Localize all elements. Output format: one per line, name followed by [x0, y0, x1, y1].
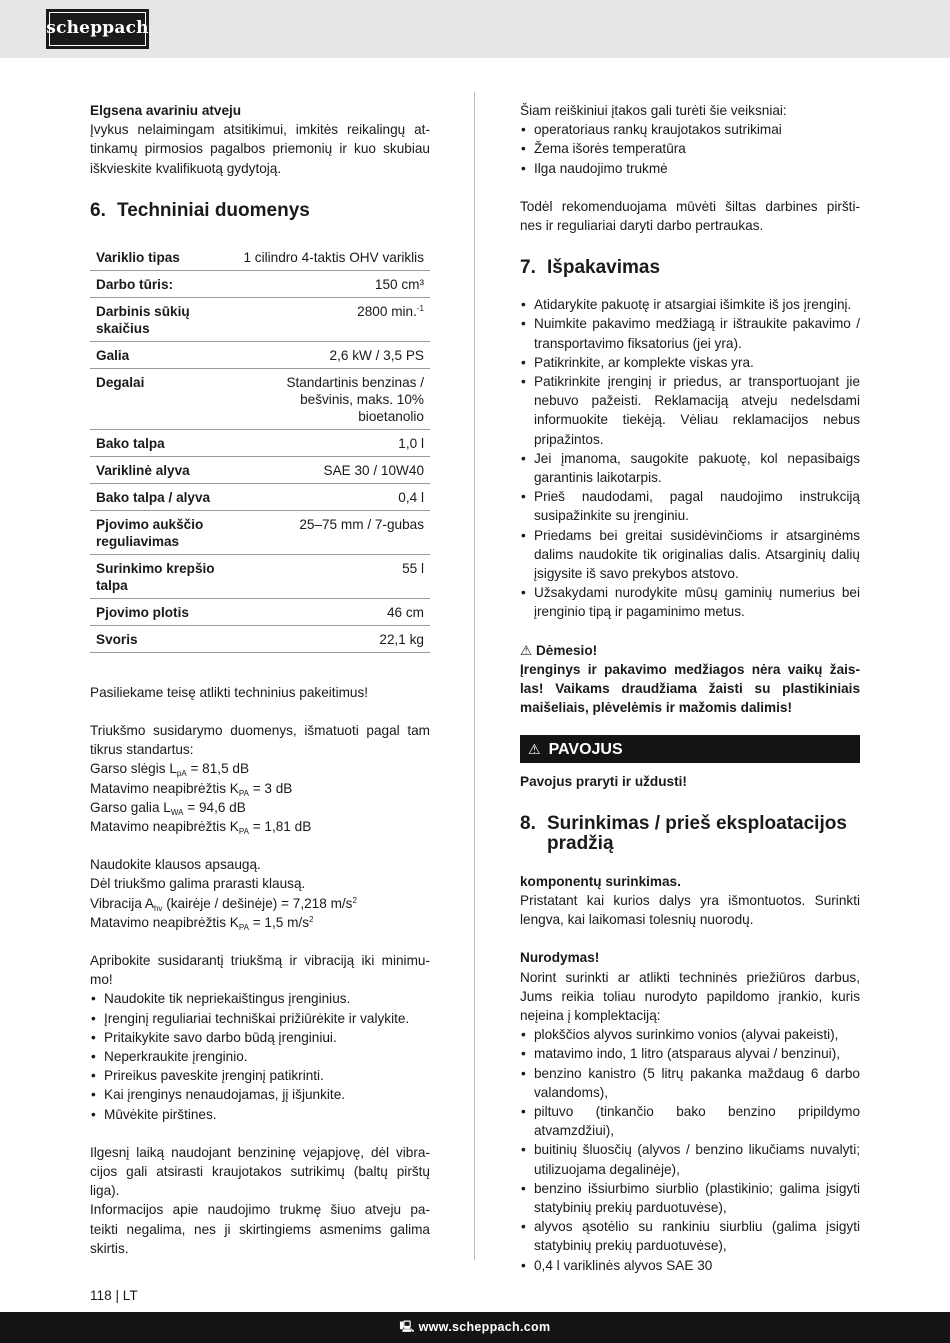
- section-6-number: 6.: [90, 199, 106, 221]
- spec-label: Darbo tūris:: [90, 270, 232, 297]
- section-7-title: Išpakavimas: [547, 257, 661, 279]
- section-6-heading: [90, 200, 430, 222]
- spec-value: 55 l: [232, 554, 430, 598]
- unpack-list: [520, 295, 860, 621]
- warning-icon: ⚠: [528, 740, 541, 757]
- spec-label: Darbinis sūkių skaičius: [90, 297, 232, 341]
- spec-label: Pjovimo aukščio reguliavimas: [90, 510, 232, 554]
- list-item: • Prireikus paveskite įrenginį patikrinti.: [90, 1066, 430, 1085]
- section-7-number: 7.: [520, 257, 536, 279]
- page-number: 118 | LT: [90, 1288, 138, 1303]
- attention-title: ⚠ Dėmesio!: [520, 642, 598, 658]
- list-item: • alyvos ąsotėlio su rankiniu siurbliu (galima įsigyti statybinių prekių parduotuvėse),: [520, 1217, 860, 1255]
- noise-intro: Triukšmo susidarymo duomenys, išmatuoti pagal tam tikrus standartus:: [90, 723, 430, 758]
- list-item: • matavimo indo, 1 litro (atsparaus alyvai / benzinui),: [520, 1044, 860, 1063]
- table-row: [90, 456, 430, 483]
- list-item: • Mūvėkite pirštines.: [90, 1105, 430, 1124]
- brand-logo-text: scheppach: [46, 18, 149, 39]
- table-row: [90, 341, 430, 368]
- spec-value: 150 cm³: [232, 270, 430, 297]
- list-item: • benzino kanistro (5 litrų pakanka maždaug 6 darbo valandoms),: [520, 1064, 860, 1102]
- list-item: • Ilga naudojimo trukmė: [520, 159, 860, 178]
- list-item: • Naudokite tik nepriekaištingus įrenginius.: [90, 989, 430, 1008]
- brand-logo: [46, 9, 149, 49]
- spec-label: Variklio tipas: [90, 244, 232, 271]
- spec-value: 2,6 kW / 3,5 PS: [232, 341, 430, 368]
- long-use-text: Ilgesnį laiką naudojant benzininę vejapjovę, dėl vibra- cijos gali atsirasti kraujotakos sutrikimų (baltų pirštų liga).: [90, 1144, 430, 1199]
- vibration-uncertainty: Matavimo neapibrėžtis $K_{PA} = 1,5$ $m/s^2$: [90, 914, 314, 932]
- spec-label: Surinkimo krepšio talpa: [90, 554, 232, 598]
- spec-label: Svoris: [90, 625, 232, 652]
- list-item: • Neperkraukite įrenginio.: [90, 1047, 430, 1066]
- sound-pressure-uncertainty: Matavimo neapibrėžtis $K_{PA} = 3$ dB: [90, 780, 293, 798]
- list-item: • Prieš naudodami, pagal naudojimo instrukciją susipažinkite su įrenginiu.: [520, 487, 860, 525]
- list-item: • Kai įrenginys nenaudojamas, jį išjunkite.: [90, 1085, 430, 1104]
- danger-banner: [520, 735, 860, 763]
- table-row: [90, 483, 430, 510]
- note-title: Nurodymas!: [520, 950, 600, 966]
- spec-label: Degalai: [90, 368, 232, 429]
- table-row: [90, 510, 430, 554]
- vibration-value: Vibracija $A_{hv}$ (kairėje / dešinėje) = 7,218 $m/s^2$: [90, 895, 357, 913]
- tools-list: [520, 1025, 860, 1275]
- list-item: • Nuimkite pakavimo medžiagą ir ištraukite pakavimo / transportavimo fiksatorius (jei yra).: [520, 314, 860, 352]
- emergency-title: Elgsena avariniu atveju: [90, 103, 242, 118]
- list-item: • plokščios alyvos surinkimo vonios (alyvai pakeisti),: [520, 1025, 860, 1044]
- list-item: • operatoriaus rankų kraujotakos sutrikimai: [520, 120, 860, 139]
- spec-value: 1,0 l: [232, 429, 430, 456]
- spec-label: Pjovimo plotis: [90, 598, 232, 625]
- section-8-number: 8.: [520, 812, 536, 834]
- spec-value: 46 cm: [232, 598, 430, 625]
- hearing-protection: Naudokite klausos apsaugą.: [90, 857, 261, 873]
- sound-pressure: Garso slėgis $L_{pA} = 81,5$ dB: [90, 761, 250, 779]
- sound-power-uncertainty: Matavimo neapibrėžtis $K_{PA} = 1,81$ dB: [90, 819, 312, 837]
- table-row: [90, 429, 430, 456]
- section-8-heading: [520, 814, 860, 854]
- list-item: • buitinių šluosčių (alyvos / benzino likučiams nuvalyti; utilizuojama degalinėje),: [520, 1140, 860, 1178]
- table-row: [90, 554, 430, 598]
- header-bar: [0, 0, 950, 58]
- list-item: • Atidarykite pakuotę ir atsargiai išimkite iš jos įrenginį.: [520, 295, 860, 314]
- limit-list: [90, 989, 430, 1123]
- section-8-title: Surinkimas / prieš eksploatacijos pradžią: [547, 812, 847, 854]
- list-item: • Pritaikykite savo darbo būdą įrenginiui.: [90, 1028, 430, 1047]
- table-row: [90, 625, 430, 652]
- reserve-note: Pasiliekame teisę atlikti techninius pakeitimus!: [90, 684, 369, 700]
- right-column: [520, 101, 860, 1275]
- left-column: [90, 101, 430, 1258]
- section-7-heading: [520, 257, 860, 279]
- spec-label: Bako talpa: [90, 429, 232, 456]
- spec-label: Bako talpa / alyva: [90, 483, 232, 510]
- sound-power: Garso galia $L_{WA} = 94,6$ dB: [90, 799, 246, 817]
- spec-value: Standartinis benzinas / bešvinis, maks. 10% bioetanolio: [232, 368, 430, 429]
- footer-bar: [0, 1312, 950, 1343]
- spec-value: 1 cilindro 4-taktis OHV variklis: [232, 244, 430, 271]
- factors-list: [520, 120, 860, 178]
- list-item: • Patikrinkite, ar komplekte viskas yra.: [520, 353, 860, 372]
- list-item: • piltuvo (tinkančio bako benzino pripildymo atvamzdžiui),: [520, 1102, 860, 1140]
- emergency-text: Įvykus nelaimingam atsitikimui, imkitės reikalingų at- tinkamų pirmosios pagalbos priemonių ir kuo skubiau iškvieskite kvalifikuotą gydytoją.: [90, 122, 430, 176]
- list-item: • 0,4 l variklinės alyvos SAE 30: [520, 1256, 860, 1275]
- danger-label: PAVOJUS: [548, 740, 623, 758]
- spec-value: 25–75 mm / 7-gubas: [232, 510, 430, 554]
- table-row: [90, 297, 430, 341]
- spec-table: [90, 244, 430, 653]
- assembly-text: Pristatant kai kurios dalys yra išmontuotos. Surinkti lengva, kai laikomasi tolesnių nuorodų.: [520, 892, 860, 928]
- table-row: [90, 368, 430, 429]
- list-item: • Užsakydami nurodykite mūsų gaminių numerius bei įrenginio tipą ir pagaminimo metus.: [520, 583, 860, 621]
- list-item: • Žema išorės temperatūra: [520, 139, 860, 158]
- factors-intro: Šiam reiškiniui įtakos gali turėti šie veiksniai:: [520, 103, 787, 118]
- list-item: • Priedams bei greitai susidėvinčioms ir atsarginėms dalims naudokite tik originalias dalis. Atsarginių dalių įsigysite iš savo prekybos atstovo.: [520, 526, 860, 584]
- assembly-title: komponentų surinkimas.: [520, 873, 681, 889]
- danger-text: Pavojus praryti ir uždusti!: [520, 774, 687, 790]
- table-row: [90, 270, 430, 297]
- monitor-icon: 🖳: [399, 1320, 415, 1333]
- list-item: • Patikrinkite įrenginį ir priedus, ar transportuojant jie nebuvo pažeisti. Reklamaciją atveju nedelsdami informuokite tiekėją. Vėliau reklamacijos nebus pripažintos.: [520, 372, 860, 449]
- warning-icon: ⚠: [520, 642, 533, 658]
- list-item: • Jei įmanoma, saugokite pakuotę, kol nepasibaigs garantinis laikotarpis.: [520, 449, 860, 487]
- spec-label: Variklinė alyva: [90, 456, 232, 483]
- list-item: • benzino išsiurbimo siurblio (plastikinio; galima įsigyti statybinių prekių parduotuvėse),: [520, 1179, 860, 1217]
- attention-text: Įrenginys ir pakavimo medžiagos nėra vaikų žais- las! Vaikams draudžiama žaisti su plastikiniais maišeliais, plėvelėmis ir mažomis dalimis!: [520, 661, 860, 716]
- section-6-title: Techniniai duomenys: [117, 199, 310, 221]
- spec-value: 2800 min.$^{-1}$: [232, 297, 430, 341]
- note-text: Norint surinkti ar atlikti techninės priežiūros darbus, Jums reikia toliau nurodyto papildomo įrankio, kuris neįeina į komplektaciją:: [520, 969, 860, 1023]
- gloves-text: Todėl rekomenduojama mūvėti šiltas darbines piršti- nes ir reguliariai daryti darbo pertraukas.: [520, 198, 860, 234]
- table-row: [90, 598, 430, 625]
- spec-value: 0,4 l: [232, 483, 430, 510]
- column-divider: [474, 92, 475, 1260]
- table-row: [90, 244, 430, 271]
- info-text: Informacijos apie naudojimo trukmę šiuo atveju pa- teikti negalima, nes ji skirtingiems asmenims galima skirtis.: [90, 1202, 430, 1256]
- hearing-loss-warning: Dėl triukšmo galima prarasti klausą.: [90, 876, 306, 892]
- spec-value: SAE 30 / 10W40: [232, 456, 430, 483]
- list-item: • Įrenginį reguliariai techniškai prižiūrėkite ir valykite.: [90, 1009, 430, 1028]
- spec-label: Galia: [90, 341, 232, 368]
- limit-intro: Apribokite susidarantį triukšmą ir vibraciją iki minimu- mo!: [90, 953, 430, 988]
- website-link[interactable]: www.scheppach.com: [418, 1319, 551, 1334]
- spec-value: 22,1 kg: [232, 625, 430, 652]
